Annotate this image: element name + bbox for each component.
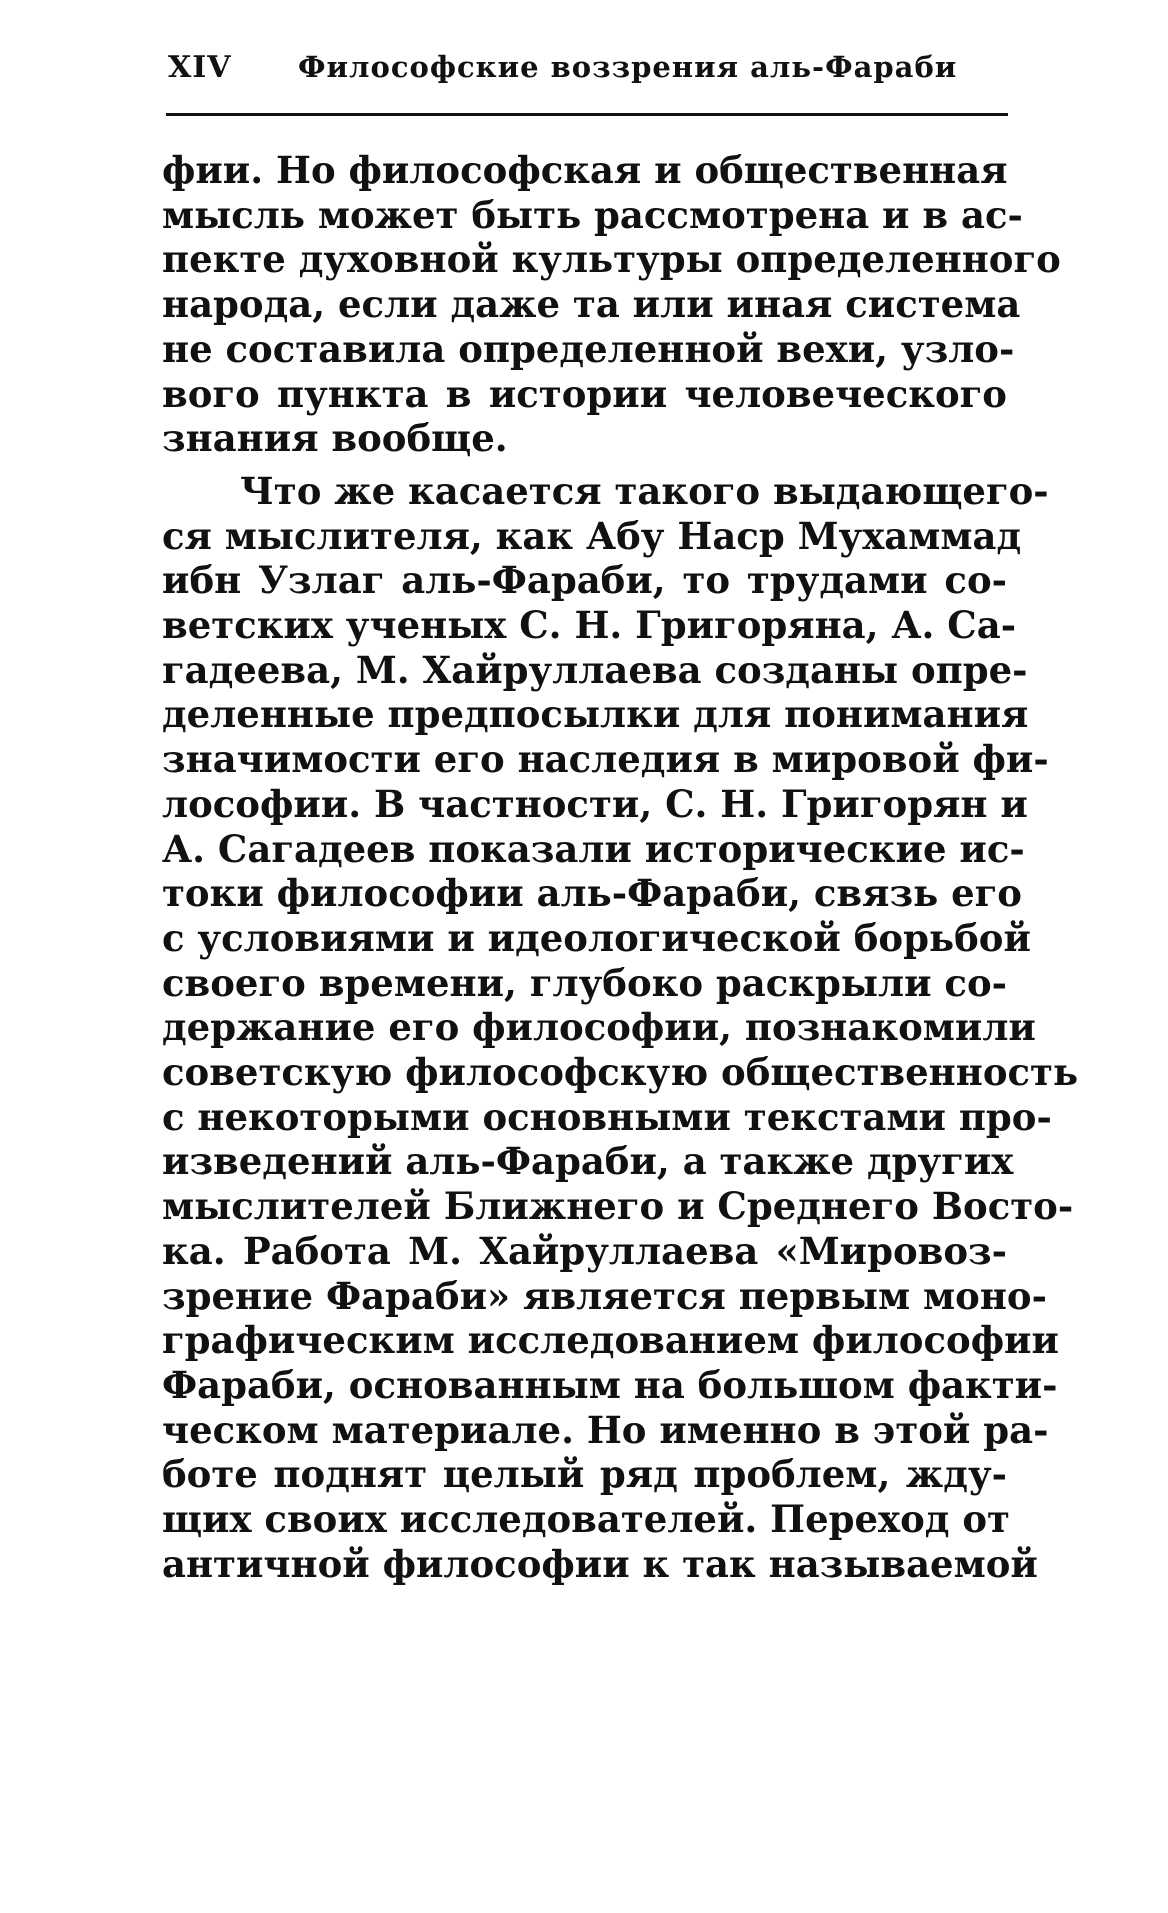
text-line: мысль может быть рассмотрена и в ас- bbox=[162, 192, 1023, 237]
text-line: лософии. В частности, С. Н. Григорян и bbox=[162, 781, 1028, 826]
text-line: античной философии к так называемой bbox=[162, 1541, 1038, 1586]
text-line: с условиями и идеологической борьбой bbox=[162, 915, 1031, 960]
text-line: с некоторыми основными текстами про- bbox=[162, 1094, 1052, 1139]
text-line: мыслителей Ближнего и Среднего Восто- bbox=[162, 1184, 1074, 1229]
text-line: знания вообще. bbox=[162, 416, 508, 461]
text-line: изведений аль-Фараби, а также других bbox=[162, 1139, 1014, 1184]
text-line: ветских ученых С. Н. Григоряна, А. Са- bbox=[162, 603, 1017, 648]
text-line: вого пункта в истории человеческого bbox=[162, 371, 1007, 416]
text-line: зрение Фараби» является первым моно- bbox=[162, 1273, 1047, 1318]
text-line: А. Сагадеев показали исторические ис- bbox=[162, 826, 1025, 871]
running-head bbox=[162, 50, 1012, 110]
text-line: своего времени, глубоко раскрыли со- bbox=[162, 960, 1007, 1005]
body-text bbox=[162, 148, 1079, 1587]
text-line: пекте духовной культуры определенного bbox=[162, 237, 1061, 282]
text-line: боте поднят целый ряд проблем, жду- bbox=[162, 1452, 1007, 1497]
text-line: ибн Узлаг аль-Фараби, то трудами со- bbox=[162, 558, 1007, 603]
page-number: XIV bbox=[168, 50, 232, 85]
paragraph-2 bbox=[162, 468, 1079, 1587]
paragraph-1 bbox=[162, 148, 1061, 461]
text-line: фии. Но философская и общественная bbox=[162, 148, 1008, 192]
text-line: Что же касается такого выдающего- bbox=[240, 468, 1049, 513]
text-line: не составила определенной вехи, узло- bbox=[162, 326, 1015, 371]
running-title: Философские воззрения аль-Фараби bbox=[298, 50, 958, 84]
text-line: деленные предпосылки для понимания bbox=[162, 692, 1029, 737]
text-line: народа, если даже та или иная система bbox=[162, 282, 1021, 327]
header-rule bbox=[166, 113, 1008, 116]
text-line: держание его философии, познакомили bbox=[162, 1005, 1036, 1050]
text-line: Фараби, основанным на большом факти- bbox=[162, 1362, 1058, 1407]
text-line: ческом материале. Но именно в этой ра- bbox=[162, 1407, 1049, 1452]
paragraph-gap bbox=[162, 461, 1012, 469]
text-line: графическим исследованием философии bbox=[162, 1318, 1059, 1363]
text-line: щих своих исследователей. Переход от bbox=[162, 1497, 1010, 1542]
text-line: советскую философскую общественность bbox=[162, 1050, 1079, 1095]
text-line: значимости его наследия в мировой фи- bbox=[162, 737, 1049, 782]
text-line: токи философии аль-Фараби, связь его bbox=[162, 871, 1022, 916]
text-line: ся мыслителя, как Абу Наср Мухаммад bbox=[162, 513, 1022, 558]
text-line: ка. Работа М. Хайруллаева «Мировоз- bbox=[162, 1228, 1007, 1273]
text-line: гадеева, М. Хайруллаева созданы опре- bbox=[162, 647, 1028, 692]
book-page bbox=[162, 50, 1079, 1586]
